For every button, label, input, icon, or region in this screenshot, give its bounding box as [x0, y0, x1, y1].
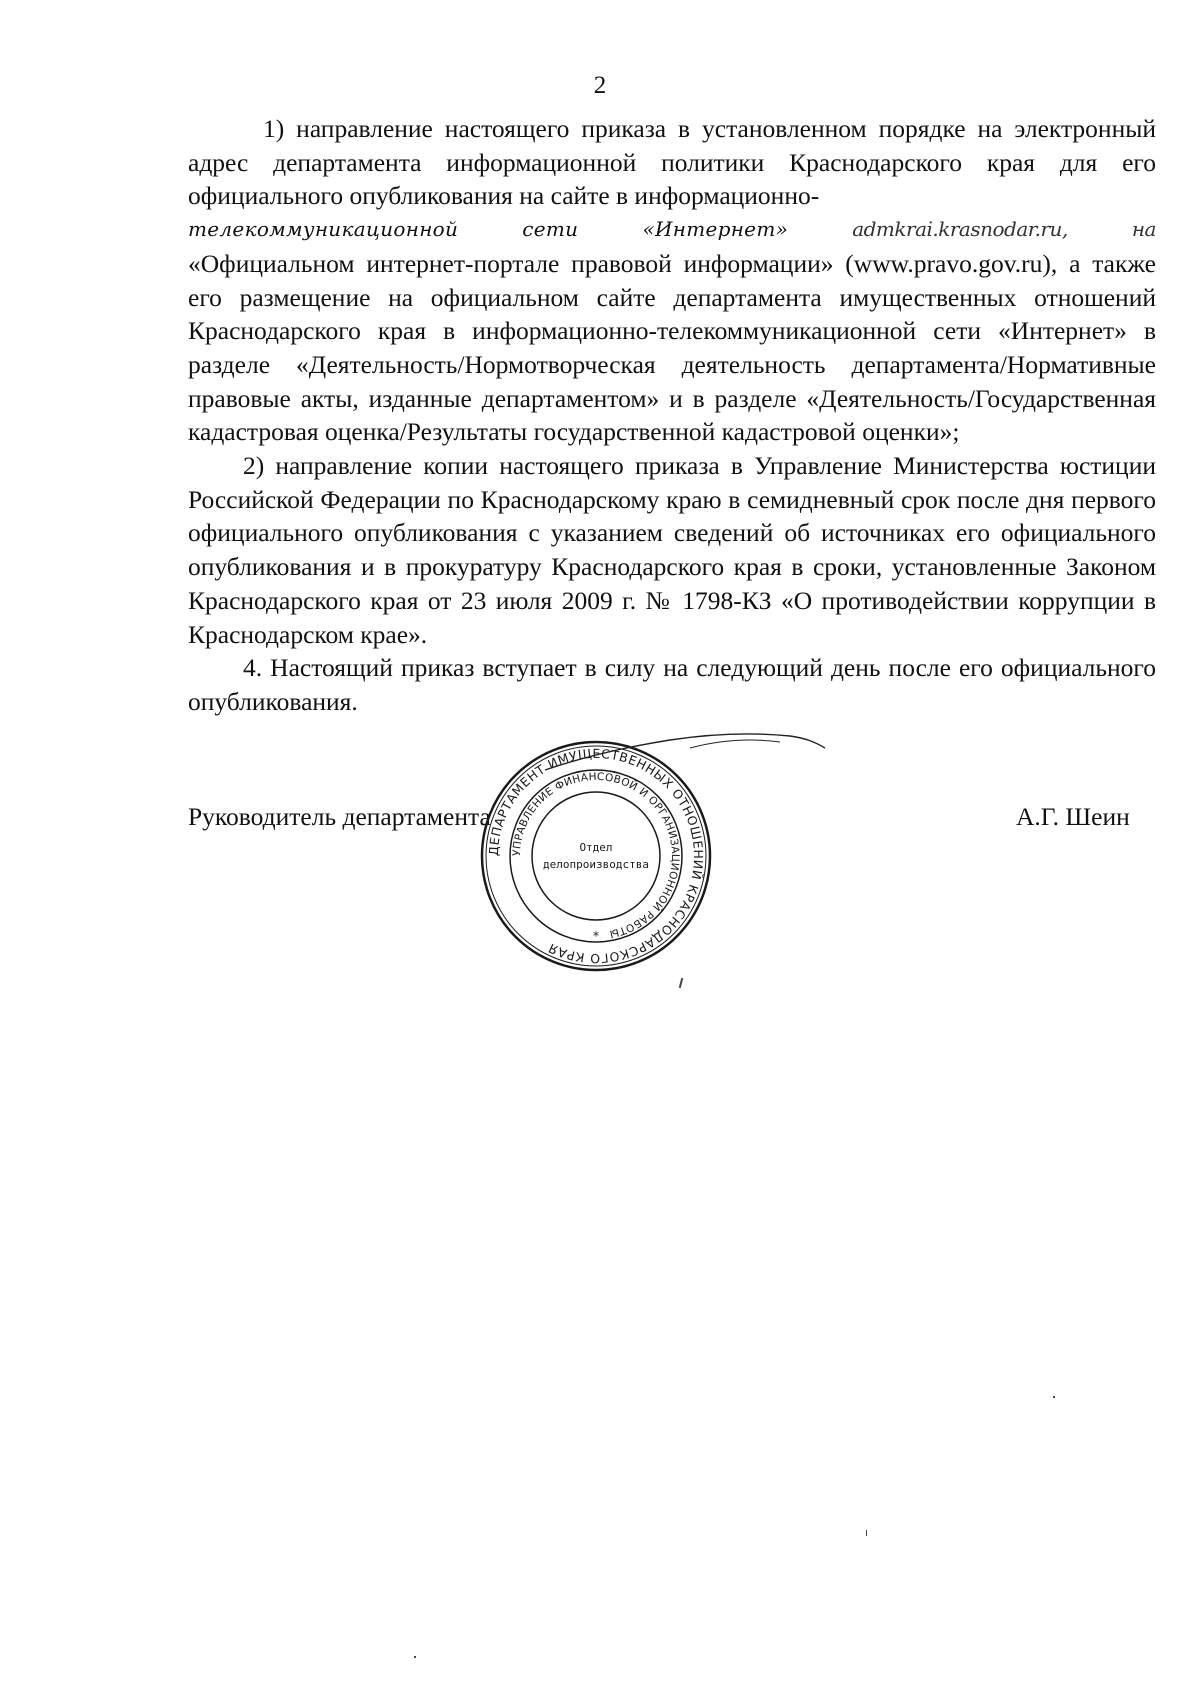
paragraph-1-rest: «Официальном интернет-портале правовой информации» (www.pravo.gov.ru), а также его размещение на официальном сайте департамента имущественных отношений Краснодарского края в информационно-телекоммуникационной сети «Интернет» в разделе «Деятельность/Нормотворческая деятельность департамента/Нормативные правовые акты, изданные департаментом» и в разделе «Деятельность/Государственная кадастровая оценка/Результаты государственной кадастровой оценки»; — [188, 248, 1156, 447]
italic-word-3: «Интернет» — [642, 217, 789, 242]
stamp-center-line2: делопроизводства — [543, 858, 649, 871]
signature-role: Руководитель департамента — [188, 802, 491, 831]
italic-word-5: на — [1131, 217, 1156, 242]
stamp-outer-text: ДЕПАРТАМЕНТ ИМУЩЕСТВЕННЫХ ОТНОШЕНИЙ КРАСНОДАРСКОГО КРАЯ — [485, 745, 707, 967]
scan-speck — [414, 1656, 416, 1658]
scan-speck — [1053, 1396, 1055, 1398]
scan-speck — [679, 978, 684, 988]
stamp-center-line1: Отдел — [579, 841, 613, 854]
page-number: 2 — [593, 72, 607, 99]
order-body — [188, 112, 1156, 719]
italic-word-4: admkrai.krasnodar.ru, — [852, 217, 1068, 242]
stamp-middle-ring — [510, 770, 682, 942]
italic-internet-line — [188, 213, 1156, 247]
stamp-star: * — [593, 929, 599, 943]
stamp-inner-ring — [532, 792, 660, 920]
stamp-middle-text: УПРАВЛЕНИЕ ФИНАНСОВОЙ И ОРГАНИЗАЦИОННОЙ РАБОТЫ — [510, 770, 682, 940]
paragraph-1-lead: 1) направление настоящего приказа в установленном порядке на электронный адрес департамента информационной политики Краснодарского края для его официального опубликования на сайте в информационно- — [188, 114, 1156, 211]
signature-scribble — [540, 718, 840, 778]
italic-word-2: сети — [522, 217, 579, 242]
scan-speck — [866, 1530, 867, 1536]
signature-name: А.Г. Шеин — [1016, 802, 1130, 831]
paragraph-4: 4. Настоящий приказ вступает в силу на следующий день после его официального опубликования. — [188, 653, 1156, 716]
italic-word-1: телекоммуникационной — [188, 217, 459, 242]
paragraph-2: 2) направление копии настоящего приказа в Управление Министерства юстиции Российской Федерации по Краснодарскому краю в семидневный срок после дня первого официального опубликования с указанием сведений об источниках его официального опубликования и в прокуратуру Краснодарского края в сроки, установленные Законом Краснодарского края от 23 июля 2009 г. № 1798-КЗ «О противодействии коррупции в Краснодарском крае». — [188, 451, 1156, 649]
